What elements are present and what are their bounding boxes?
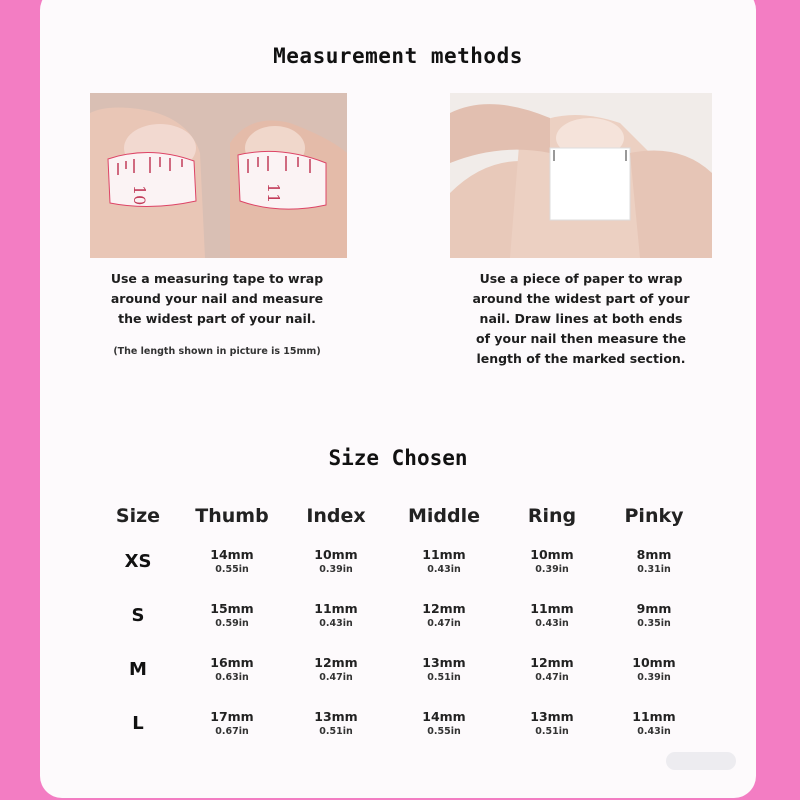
- cell-l-ring: [500, 696, 604, 750]
- inch-value: 0.47in: [319, 671, 353, 683]
- mm-value: 12mm: [422, 600, 466, 616]
- tape-line-1: Use a measuring tape to wrap: [110, 271, 324, 286]
- inch-value: 0.43in: [637, 725, 671, 737]
- inch-value: 0.43in: [427, 563, 461, 575]
- mm-value: 15mm: [210, 600, 254, 616]
- tape-number-10: 10: [130, 185, 149, 206]
- cell-xs-thumb: [180, 534, 284, 588]
- header-pinky: Pinky: [624, 505, 684, 527]
- measurement-methods-title: Measurement methods: [273, 44, 523, 68]
- cell-s-index: [284, 588, 388, 642]
- mm-value: 10mm: [530, 546, 574, 562]
- header-ring: Ring: [527, 505, 577, 527]
- inch-value: 0.55in: [215, 563, 249, 575]
- size-label-l: L: [132, 712, 144, 734]
- cell-m-middle: [388, 642, 500, 696]
- cell-xs-pinky: [604, 534, 704, 588]
- inch-value: 0.51in: [427, 671, 461, 683]
- cell-s-pinky: [604, 588, 704, 642]
- inch-value: 0.31in: [637, 563, 671, 575]
- inch-value: 0.43in: [319, 617, 353, 629]
- paper-strip-photo: [450, 93, 712, 258]
- paper-line-4: of your nail then measure the: [475, 331, 686, 346]
- mm-value: 13mm: [314, 708, 358, 724]
- cell-m-index: [284, 642, 388, 696]
- header-thumb: Thumb: [195, 505, 269, 527]
- tape-line-3: the widest part of your nail.: [118, 311, 316, 326]
- watermark: [666, 752, 736, 770]
- cell-l-middle: [388, 696, 500, 750]
- cell-s-ring: [500, 588, 604, 642]
- mm-value: 11mm: [530, 600, 574, 616]
- cell-m-ring: [500, 642, 604, 696]
- cell-xs-ring: [500, 534, 604, 588]
- paper-method-description: [433, 269, 729, 369]
- table-row: [96, 588, 704, 642]
- mm-value: 10mm: [314, 546, 358, 562]
- size-chosen-title: Size Chosen: [328, 446, 468, 470]
- tape-line-2: around your nail and measure: [110, 291, 324, 306]
- mm-value: 8mm: [636, 546, 672, 562]
- inch-value: 0.67in: [215, 725, 249, 737]
- cell-l-pinky: [604, 696, 704, 750]
- inch-value: 0.39in: [637, 671, 671, 683]
- tape-method-description: [70, 269, 364, 329]
- inch-value: 0.39in: [319, 563, 353, 575]
- cell-m-thumb: [180, 642, 284, 696]
- mm-value: 17mm: [210, 708, 254, 724]
- inch-value: 0.35in: [637, 617, 671, 629]
- cell-xs-index: [284, 534, 388, 588]
- table-row: [96, 696, 704, 750]
- paper-line-3: nail. Draw lines at both ends: [479, 311, 683, 326]
- size-label-m: M: [129, 658, 147, 680]
- cell-s-middle: [388, 588, 500, 642]
- inch-value: 0.43in: [535, 617, 569, 629]
- inch-value: 0.47in: [427, 617, 461, 629]
- inch-value: 0.51in: [535, 725, 569, 737]
- paper-line-5: length of the marked section.: [476, 351, 686, 366]
- mm-value: 12mm: [314, 654, 358, 670]
- size-table: [96, 498, 704, 750]
- paper-line-1: Use a piece of paper to wrap: [479, 271, 683, 286]
- header-middle: Middle: [407, 505, 481, 527]
- tape-method-note: (The length shown in picture is 15mm): [113, 346, 321, 357]
- mm-value: 11mm: [314, 600, 358, 616]
- table-row: [96, 642, 704, 696]
- mm-value: 14mm: [210, 546, 254, 562]
- tape-measure-photo: [90, 93, 347, 258]
- inch-value: 0.39in: [535, 563, 569, 575]
- cell-xs-middle: [388, 534, 500, 588]
- size-label-s: S: [131, 604, 145, 626]
- inch-value: 0.63in: [215, 671, 249, 683]
- cell-l-index: [284, 696, 388, 750]
- tape-number-11: 11: [264, 183, 283, 204]
- inch-value: 0.55in: [427, 725, 461, 737]
- header-index: Index: [306, 505, 366, 527]
- cell-l-thumb: [180, 696, 284, 750]
- header-size: Size: [115, 505, 161, 527]
- mm-value: 11mm: [632, 708, 676, 724]
- mm-value: 11mm: [422, 546, 466, 562]
- table-row: [96, 534, 704, 588]
- inch-value: 0.51in: [319, 725, 353, 737]
- size-table-header: [96, 498, 704, 534]
- size-label-xs: XS: [124, 550, 152, 572]
- measurement-card: [40, 0, 756, 798]
- paper-line-2: around the widest part of your: [472, 291, 690, 306]
- mm-value: 9mm: [636, 600, 672, 616]
- mm-value: 13mm: [422, 654, 466, 670]
- inch-value: 0.47in: [535, 671, 569, 683]
- cell-m-pinky: [604, 642, 704, 696]
- inch-value: 0.59in: [215, 617, 249, 629]
- cell-s-thumb: [180, 588, 284, 642]
- mm-value: 12mm: [530, 654, 574, 670]
- mm-value: 10mm: [632, 654, 676, 670]
- mm-value: 16mm: [210, 654, 254, 670]
- mm-value: 13mm: [530, 708, 574, 724]
- mm-value: 14mm: [422, 708, 466, 724]
